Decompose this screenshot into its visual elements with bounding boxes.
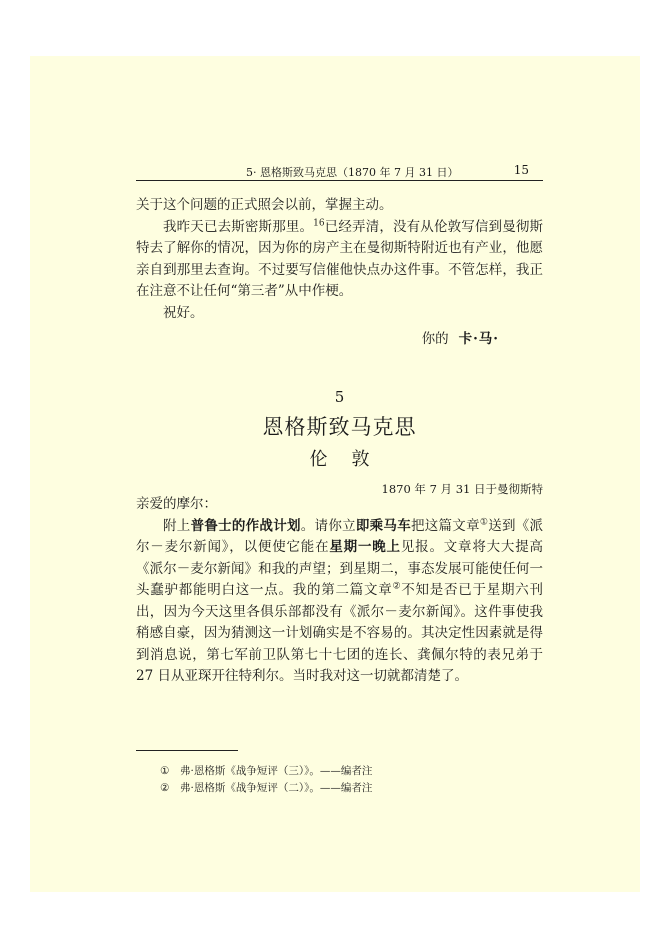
note-reference: 16 [313, 218, 325, 228]
running-title: 5· 恩格斯致马克思（1870 年 7 月 31 日） [246, 166, 459, 179]
previous-letter-ending [136, 195, 543, 351]
running-header [136, 160, 543, 181]
text: 见报。文章将大大提高《派尔－麦尔新闻》和我的声望；到星期二，事态发展可能使任何一头蠢驴都能明白这一点。我的第二篇文章 [136, 539, 544, 598]
text: 送到《派尔－麦尔新闻》，以便使它能在 [136, 517, 544, 555]
salutation: 亲爱的摩尔： [136, 496, 217, 512]
text: 附上 [163, 517, 191, 534]
signature-prefix: 你的 [421, 331, 449, 347]
page-number: 15 [513, 163, 529, 177]
emphasis: 普鲁士的作战计划 [190, 517, 301, 534]
text: 。请你立 [300, 517, 356, 534]
text: 已经弄清，没有从伦敦写信到曼彻斯特去了解你的情况，因为你的房产主在曼彻斯特附近也有产业，他愿亲自到那里去查询。不过要写信催他快点办这件事。不管怎样，我正在注意不让任何“第三者”从中作梗。 [136, 218, 544, 299]
text: 把这篇文章 [410, 517, 480, 534]
footnote [160, 763, 372, 780]
footnote-text: 弗·恩格斯《战争短评（二）》。——编者注 [180, 782, 373, 794]
footnote-text: 弗·恩格斯《战争短评（三）》。——编者注 [180, 765, 373, 777]
footnote [160, 780, 372, 797]
footnote-marker: ① [479, 517, 489, 527]
footnotes [160, 763, 372, 797]
signature-line [136, 329, 543, 351]
emphasis: 即乘马车 [355, 517, 411, 534]
dateline: 1870 年 7 月 31 日于曼彻斯特 [381, 482, 543, 496]
signature-name: 卡·马· [458, 331, 499, 347]
paragraph [136, 516, 543, 688]
letter-title: 恩格斯致马克思 [262, 415, 417, 439]
footnote-divider [136, 750, 238, 751]
letter-number: 5 [334, 388, 345, 406]
text: 我昨天已去斯密斯那里。 [163, 218, 314, 235]
closing: 祝好。 [163, 304, 204, 321]
paragraph [136, 217, 543, 303]
letter-place: 伦敦 [309, 449, 394, 470]
paragraph: 关于这个问题的正式照会以前，掌握主动。 [136, 197, 393, 213]
footnote-mark: ① [160, 765, 170, 777]
footnote-marker: ② [392, 581, 402, 592]
footnote-mark: ② [160, 782, 170, 794]
letter-body [136, 494, 543, 688]
text: 不知是否已于星期六刊出，因为今天这里各俱乐部都没有《派尔－麦尔新闻》。这件事使我稍感自豪，因为猜测这一计划确实是不容易的。其决定性因素就是得到消息说，第七军前卫队第七十七团的连长、龚佩尔特的表兄弟于 27 日从亚琛开往特利尔。当时我对这一切就都清楚了。 [136, 582, 544, 684]
emphasis: 星期一晚上 [329, 539, 401, 555]
